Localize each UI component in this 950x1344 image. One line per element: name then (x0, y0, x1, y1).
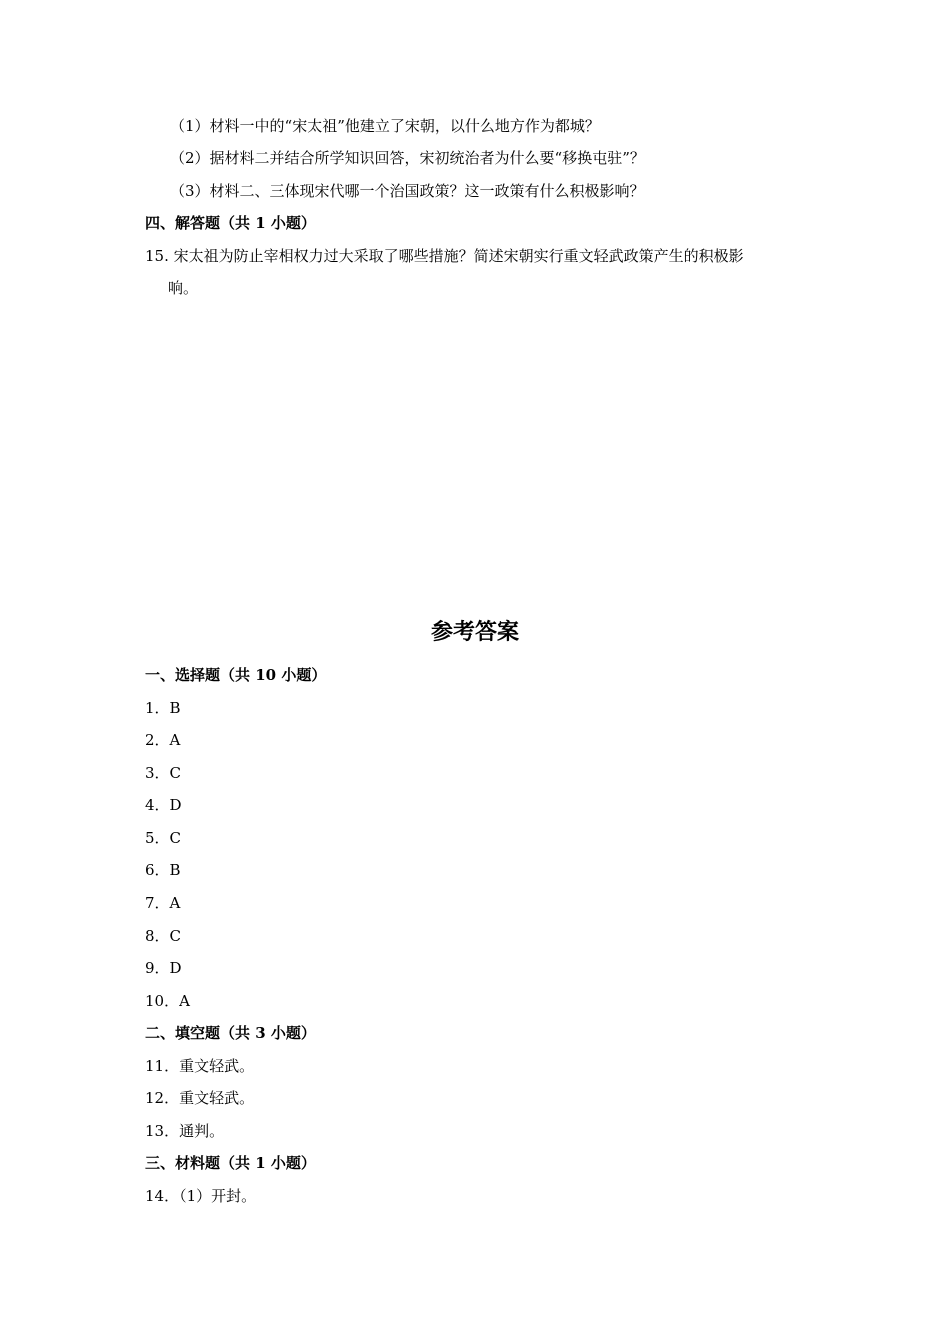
answer-item: 13．通判。 (145, 1122, 225, 1140)
answer-item: 14．（1）开封。 (145, 1187, 257, 1205)
answer-item: 12．重文轻武。 (145, 1089, 255, 1107)
answer-item: 6．B (145, 861, 181, 879)
answer-item: 3．C (145, 764, 182, 782)
sub-question-2: （2）据材料二并结合所学知识回答，宋初统治者为什么要“移换屯驻”？ (170, 149, 645, 167)
sub-question-1: （1）材料一中的“宋太祖”他建立了宋朝，以什么地方作为都城？ (170, 117, 600, 135)
answer-key-title: 参考答案 (430, 620, 519, 645)
answer-item: 10．A (145, 992, 190, 1010)
answer-item: 5．C (145, 829, 182, 847)
section-2-heading: 二、填空题（共 3 小题） (145, 1024, 316, 1042)
question-15-line-1: 15. 宋太祖为防止宰相权力过大采取了哪些措施？简述宋朝实行重文轻武政策产生的积极影 (145, 247, 744, 265)
answer-item: 9．D (145, 959, 182, 977)
answer-item: 1．B (145, 699, 181, 717)
answer-item: 4．D (145, 796, 182, 814)
sub-question-3: （3）材料二、三体现宋代哪一个治国政策？这一政策有什么积极影响？ (170, 182, 645, 200)
answer-item: 11．重文轻武。 (145, 1057, 255, 1075)
answer-item: 2．A (145, 731, 181, 749)
answer-item: 8．C (145, 927, 182, 945)
section-3-heading: 三、材料题（共 1 小题） (145, 1154, 316, 1172)
section-1-heading: 一、选择题（共 10 小题） (145, 666, 327, 684)
answer-item: 7．A (145, 894, 181, 912)
question-15-line-2: 响。 (168, 279, 199, 297)
section-4-heading: 四、解答题（共 1 小题） (145, 214, 316, 232)
